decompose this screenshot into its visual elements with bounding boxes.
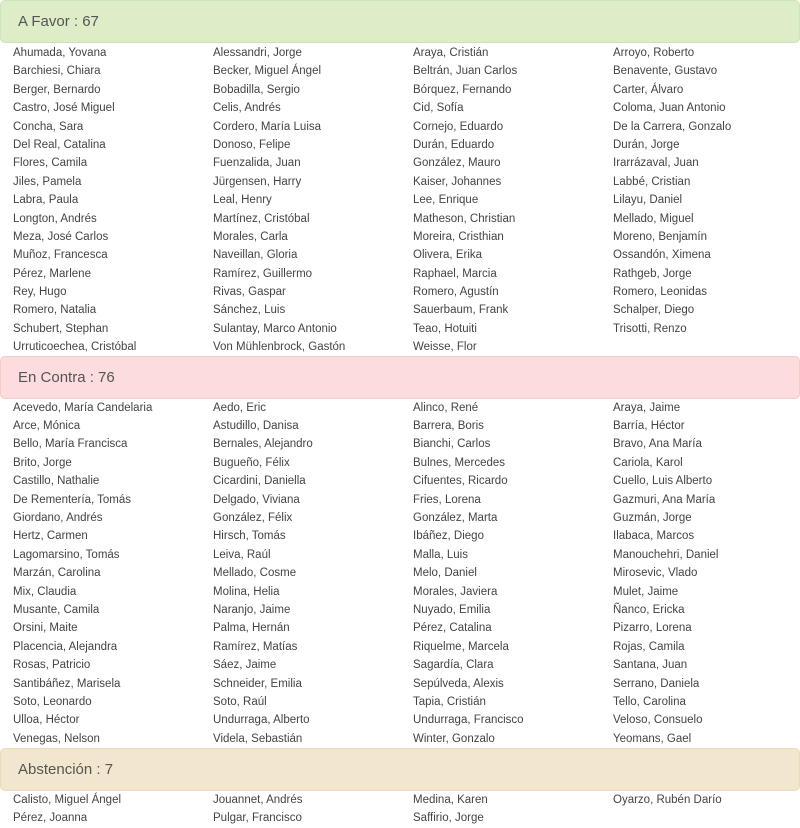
deputy-name: Sauerbaum, Frank: [413, 304, 509, 317]
deputy-name: Flores, Camila: [13, 157, 88, 170]
deputy-name: Calisto, Miguel Ángel: [13, 794, 122, 807]
deputy-name: Mellado, Miguel: [613, 212, 694, 225]
deputy-name: Barría, Héctor: [613, 420, 685, 433]
deputy-name: Irarrázaval, Juan: [613, 157, 699, 170]
deputy-name: Undurraga, Francisco: [413, 714, 524, 727]
deputy-name: Mellado, Cosme: [213, 567, 297, 580]
deputy-name: Meza, José Carlos: [13, 230, 109, 243]
deputy-name: Muñoz, Francesca: [13, 249, 108, 262]
deputy-name: Manouchehri, Daniel: [613, 548, 719, 561]
deputy-name: Ramírez, Guillermo: [213, 267, 313, 280]
deputy-name: Ulloa, Héctor: [13, 714, 80, 727]
deputy-name: Molina, Helia: [213, 585, 280, 598]
deputy-name: González, Marta: [413, 511, 498, 524]
deputy-name: Veloso, Consuelo: [613, 714, 703, 727]
deputy-name: Bórquez, Fernando: [413, 83, 512, 96]
section-a-favor: [0, 0, 800, 357]
deputy-name: Bugueño, Félix: [213, 456, 290, 469]
deputy-name: González, Félix: [213, 511, 293, 524]
deputy-name: Cariola, Karol: [613, 456, 683, 469]
deputy-name: Del Real, Catalina: [13, 138, 106, 151]
deputy-name: Orsini, Maite: [13, 622, 78, 635]
deputy-name: Matheson, Christian: [413, 212, 516, 225]
deputy-name: Celis, Andrés: [213, 102, 281, 115]
deputy-name: Brito, Jorge: [13, 456, 72, 469]
deputy-name: Sánchez, Luis: [213, 304, 286, 317]
deputy-name: Oyarzo, Rubén Darío: [613, 794, 722, 807]
deputy-name: Castillo, Nathalie: [13, 475, 100, 488]
deputy-name: Rojas, Camila: [613, 640, 685, 653]
deputy-name: Urruticoechea, Cristóbal: [13, 341, 137, 354]
deputy-name: Labra, Paula: [13, 194, 79, 207]
deputy-name: Olivera, Erika: [413, 249, 483, 262]
deputy-name: Winter, Gonzalo: [413, 732, 495, 745]
deputy-name: Serrano, Daniela: [613, 677, 700, 690]
deputy-name: Bulnes, Mercedes: [413, 456, 506, 469]
deputy-name: Pizarro, Lorena: [613, 622, 692, 635]
section-header-a-favor[interactable]: A Favor : 67: [0, 0, 800, 43]
deputy-name: Malla, Luis: [413, 548, 468, 561]
deputy-name: Sepúlveda, Alexis: [413, 677, 504, 690]
deputy-name: Rathgeb, Jorge: [613, 267, 692, 280]
deputy-name: Acevedo, María Candelaria: [13, 401, 153, 414]
deputy-name: Riquelme, Marcela: [413, 640, 509, 653]
deputy-name: Durán, Eduardo: [413, 138, 495, 151]
deputy-name: Sulantay, Marco Antonio: [213, 322, 337, 335]
deputy-name: Soto, Leonardo: [13, 695, 92, 708]
deputy-name: González, Mauro: [413, 157, 501, 170]
deputy-name: Bianchi, Carlos: [413, 438, 491, 451]
deputy-name: Bello, María Francisca: [13, 438, 128, 451]
deputy-name: Kaiser, Johannes: [413, 175, 502, 188]
deputy-name: Alessandri, Jorge: [213, 47, 302, 59]
deputy-name: Castro, José Miguel: [13, 102, 115, 115]
deputy-name: Rivas, Gaspar: [213, 286, 286, 299]
deputy-name: Cid, Sofía: [413, 102, 464, 115]
deputy-name: Sagardía, Clara: [413, 659, 494, 672]
deputy-name: Schubert, Stephan: [13, 322, 109, 335]
deputy-name: Jiles, Pamela: [13, 175, 82, 188]
deputy-name: Berger, Bernardo: [13, 83, 101, 96]
deputy-name: Ñanco, Ericka: [613, 603, 685, 616]
deputy-name: Videla, Sebastián: [213, 732, 303, 745]
deputy-name: Bravo, Ana María: [613, 438, 702, 451]
deputy-name: De Rementería, Tomás: [13, 493, 132, 506]
deputy-name: Cordero, María Luisa: [213, 120, 322, 133]
deputy-name: Romero, Agustín: [413, 286, 499, 299]
deputy-name: Leiva, Raúl: [213, 548, 271, 561]
deputy-name: Pérez, Joanna: [13, 812, 88, 825]
deputy-name: Durán, Jorge: [613, 138, 680, 151]
deputy-name: Moreira, Cristhian: [413, 230, 504, 243]
deputy-name: Bobadilla, Sergio: [213, 83, 300, 96]
deputy-name: Astudillo, Danisa: [213, 420, 299, 433]
section-header-en-contra[interactable]: En Contra : 76: [0, 356, 800, 399]
deputy-name: Jouannet, Andrés: [213, 794, 303, 807]
deputy-name: Mirosevic, Vlado: [613, 567, 698, 580]
deputy-name: Lilayu, Daniel: [613, 194, 683, 207]
deputy-name: Lee, Enrique: [413, 194, 479, 207]
deputy-name: Yeomans, Gael: [613, 732, 692, 745]
deputy-name: Giordano, Andrés: [13, 511, 103, 524]
deputy-name: Cornejo, Eduardo: [413, 120, 504, 133]
deputy-name: Schneider, Emilia: [213, 677, 302, 690]
deputy-name: Fries, Lorena: [413, 493, 481, 506]
deputy-name: Aedo, Eric: [213, 401, 267, 414]
deputy-name: Becker, Miguel Ángel: [213, 65, 322, 78]
deputy-name: De la Carrera, Gonzalo: [613, 120, 732, 133]
deputy-name: Morales, Carla: [213, 230, 288, 243]
deputy-name: Araya, Jaime: [613, 401, 681, 414]
deputy-name: Ibáñez, Diego: [413, 530, 484, 543]
deputy-name: Gazmuri, Ana María: [613, 493, 716, 506]
deputy-name: Araya, Cristián: [413, 47, 489, 59]
deputy-name: Romero, Natalia: [13, 304, 97, 317]
deputy-name: Barrera, Boris: [413, 420, 484, 433]
deputy-name: Santibáñez, Marisela: [13, 677, 121, 690]
deputy-name: Nuyado, Emilia: [413, 603, 491, 616]
deputy-name: Melo, Daniel: [413, 567, 477, 580]
deputy-name: Ilabaca, Marcos: [613, 530, 695, 543]
deputy-name: Tapia, Cristián: [413, 695, 486, 708]
deputy-name: Benavente, Gustavo: [613, 65, 718, 78]
deputy-name: Weisse, Flor: [413, 341, 477, 354]
deputy-name: Beltrán, Juan Carlos: [413, 65, 518, 78]
deputy-name: Labbé, Cristian: [613, 175, 691, 188]
deputy-name: Teao, Hotuiti: [413, 322, 477, 335]
deputy-name: Palma, Hernán: [213, 622, 290, 635]
deputy-name: Cuello, Luis Alberto: [613, 475, 713, 488]
deputy-name: Cicardini, Daniella: [213, 475, 306, 488]
deputy-name: Jürgensen, Harry: [213, 175, 302, 188]
deputy-name: Undurraga, Alberto: [213, 714, 310, 727]
deputy-name: Pérez, Marlene: [13, 267, 91, 280]
deputy-name: Hertz, Carmen: [13, 530, 88, 543]
deputy-name: Martínez, Cristóbal: [213, 212, 310, 225]
deputy-name: Coloma, Juan Antonio: [613, 102, 726, 115]
names-grid-en-contra: [0, 399, 800, 748]
deputy-name: Ahumada, Yovana: [13, 47, 107, 59]
deputy-name: Longton, Andrés: [13, 212, 97, 225]
deputy-name: Medina, Karen: [413, 794, 488, 807]
deputy-name: Barchiesi, Chiara: [13, 65, 101, 78]
deputy-name: Pérez, Catalina: [413, 622, 492, 635]
deputy-name: Pulgar, Francisco: [213, 812, 302, 825]
deputy-name: Cifuentes, Ricardo: [413, 475, 508, 488]
deputy-name: Bernales, Alejandro: [213, 438, 313, 451]
deputy-name: Romero, Leonidas: [613, 286, 707, 299]
section-header-abstencion[interactable]: Abstención : 7: [0, 748, 800, 791]
deputy-name: Moreno, Benjamín: [613, 230, 707, 243]
deputy-name: Mulet, Jaime: [613, 585, 679, 598]
deputy-name: Lagomarsino, Tomás: [13, 548, 120, 561]
deputy-name: Carter, Álvaro: [613, 83, 684, 96]
deputy-name: Arce, Mónica: [13, 420, 81, 433]
deputy-name: Naranjo, Jaime: [213, 603, 291, 616]
deputy-name: Trisotti, Renzo: [613, 322, 687, 335]
deputy-name: Guzmán, Jorge: [613, 511, 692, 524]
deputy-name: Arroyo, Roberto: [613, 47, 695, 59]
deputy-name: Soto, Raúl: [213, 695, 267, 708]
deputy-name: Ramírez, Matías: [213, 640, 298, 653]
deputy-name: Placencia, Alejandra: [13, 640, 118, 653]
deputy-name: Raphael, Marcia: [413, 267, 497, 280]
deputy-name: Ossandón, Ximena: [613, 249, 711, 262]
deputy-name: Delgado, Viviana: [213, 493, 300, 506]
deputy-name: Fuenzalida, Juan: [213, 157, 301, 170]
names-grid-a-favor: [0, 44, 800, 357]
deputy-name: Leal, Henry: [213, 194, 272, 207]
deputy-name: Morales, Javiera: [413, 585, 498, 598]
names-grid-abstencion: [0, 791, 800, 828]
deputy-name: Santana, Juan: [613, 659, 688, 672]
deputy-name: Saffirio, Jorge: [413, 812, 484, 825]
deputy-name: Musante, Camila: [13, 603, 100, 616]
deputy-name: Sáez, Jaime: [213, 659, 277, 672]
section-abstencion: [0, 748, 800, 828]
deputy-name: Hirsch, Tomás: [213, 530, 286, 543]
deputy-name: Venegas, Nelson: [13, 732, 100, 745]
deputy-name: Von Mühlenbrock, Gastón: [213, 341, 346, 354]
deputy-name: Schalper, Diego: [613, 304, 695, 317]
deputy-name: Marzán, Carolina: [13, 567, 101, 580]
section-en-contra: [0, 356, 800, 748]
deputy-name: Naveillan, Gloria: [213, 249, 298, 262]
deputy-name: Concha, Sara: [13, 120, 84, 133]
deputy-name: Alinco, René: [413, 401, 479, 414]
deputy-name: Rey, Hugo: [13, 286, 67, 299]
deputy-name: Donoso, Felipe: [213, 138, 291, 151]
deputy-name: Rosas, Patricio: [13, 659, 91, 672]
deputy-name: Mix, Claudia: [13, 585, 77, 598]
deputy-name: Tello, Carolina: [613, 695, 686, 708]
